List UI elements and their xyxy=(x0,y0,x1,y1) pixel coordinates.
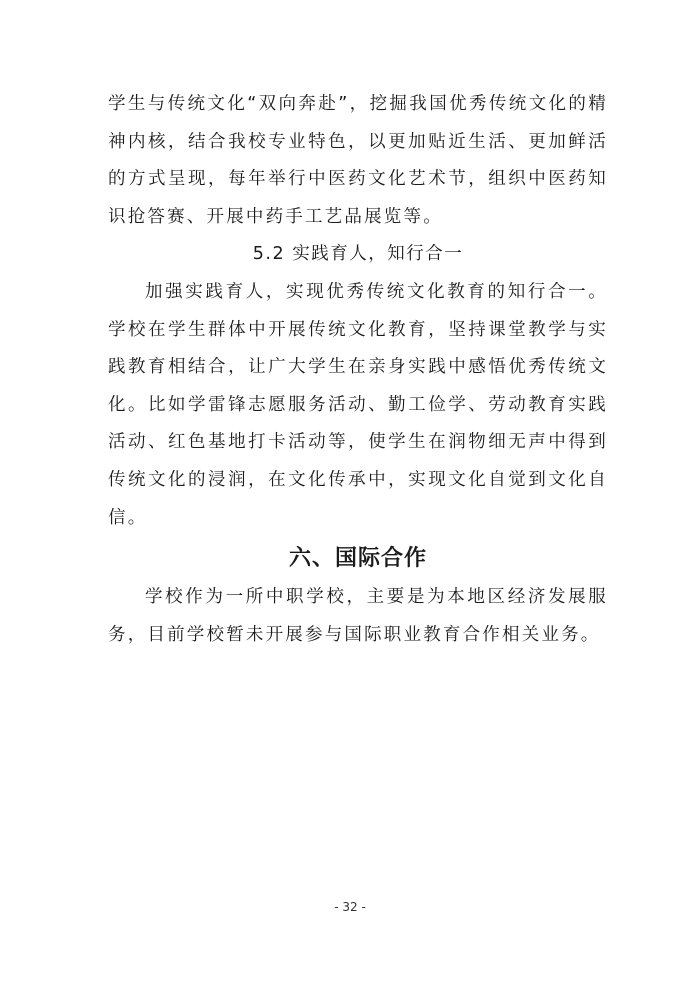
paragraph-continued: 学生与传统文化“双向奔赴”，挖掘我国优秀传统文化的精神内核，结合我校专业特色，以更加贴近生活、更加鲜活的方式呈现，每年举行中医药文化艺术节，组织中医药知识抢答赛、开展中药手工艺品展览等。 xyxy=(108,94,608,227)
page-number: - 32 - xyxy=(334,900,366,914)
document-body xyxy=(108,86,608,654)
subsection-title: 5.2 实践育人，知行合一 xyxy=(252,244,464,265)
section-title: 六、国际合作 xyxy=(288,546,427,572)
paragraph-international: 学校作为一所中职学校，主要是为本地区经济发展服务，目前学校暂未开展参与国际职业教育合作相关业务。 xyxy=(108,587,608,645)
paragraph-practice: 加强实践育人，实现优秀传统文化教育的知行合一。学校在学生群体中开展传统文化教育，坚持课堂教学与实践教育相结合，让广大学生在亲身实践中感悟优秀传统文化。比如学雷锋志愿服务活动、勤工俭学、劳动教育实践活动、红色基地打卡活动等，使学生在润物细无声中得到传统文化的浸润，在文化传承中，实现文化自觉到文化自信。 xyxy=(108,281,608,528)
